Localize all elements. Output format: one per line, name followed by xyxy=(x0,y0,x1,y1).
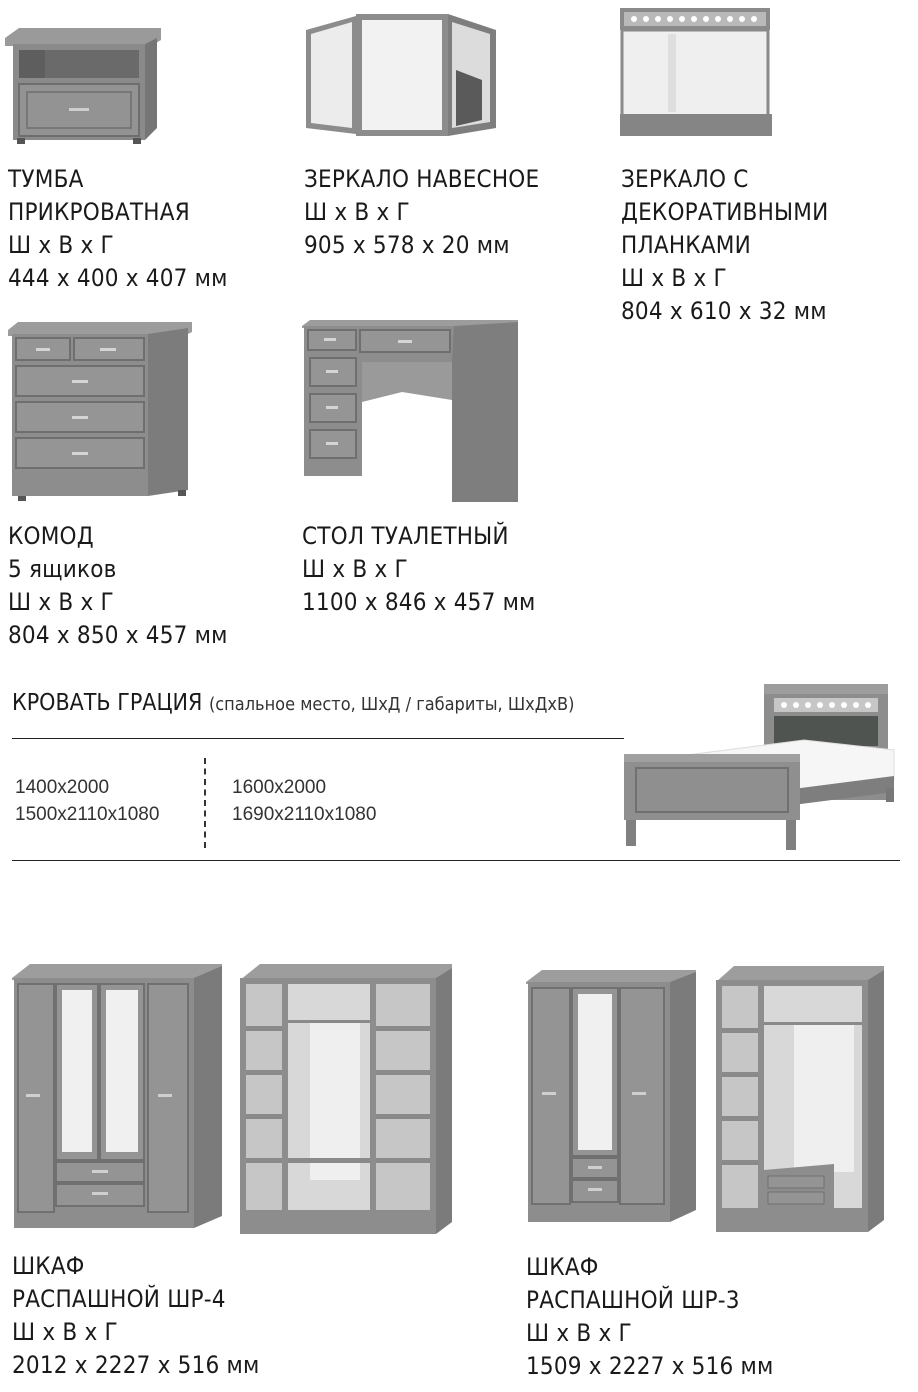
caption-line: ЗЕРКАЛО НАВЕСНОЕ xyxy=(304,165,540,193)
caption-line: ПРИКРОВАТНАЯ xyxy=(8,198,190,226)
caption-line: Ш х В х Г xyxy=(12,1318,118,1346)
wardrobe-4-image xyxy=(12,960,224,1232)
caption-line: 1100 х 846 х 457 мм xyxy=(302,588,536,616)
bed-image xyxy=(624,684,900,852)
caption-line: 444 х 400 х 407 мм xyxy=(8,264,228,292)
caption-line: 5 ящиков xyxy=(8,555,117,583)
nightstand-image xyxy=(5,28,165,146)
wardrobe-4-open-image xyxy=(240,960,454,1236)
caption-line: 2012 х 2227 х 516 мм xyxy=(12,1351,260,1379)
caption-line: Ш х В х Г xyxy=(621,264,727,292)
decor-mirror-image xyxy=(620,8,772,138)
dressing-table-image xyxy=(302,320,522,504)
caption-line: ТУМБА xyxy=(8,165,84,193)
bed-bottom-rule xyxy=(12,860,900,861)
caption-line: СТОЛ ТУАЛЕТНЫЙ xyxy=(302,522,509,550)
wardrobe-3-caption xyxy=(526,1251,773,1383)
wardrobe-3-image xyxy=(526,966,698,1226)
bed-size-1 xyxy=(15,774,159,828)
caption-line: КОМОД xyxy=(8,522,94,550)
bed-sleep-size: 1600x2000 xyxy=(232,777,327,798)
nightstand-caption xyxy=(8,163,228,295)
caption-line: РАСПАШНОЙ ШР-4 xyxy=(12,1285,226,1313)
caption-line: 804 х 610 х 32 мм xyxy=(621,297,827,325)
bed-title: КРОВАТЬ ГРАЦИЯ xyxy=(12,690,203,716)
caption-line: 1509 х 2227 х 516 мм xyxy=(526,1352,774,1380)
caption-line: 804 х 850 х 457 мм xyxy=(8,621,228,649)
caption-line: Ш х В х Г xyxy=(302,555,408,583)
caption-line: ЗЕРКАЛО С xyxy=(621,165,749,193)
caption-line: ПЛАНКАМИ xyxy=(621,231,751,259)
caption-line: РАСПАШНОЙ ШР-3 xyxy=(526,1286,740,1314)
dresser-caption xyxy=(8,520,228,652)
decor-mirror-caption xyxy=(621,163,828,328)
bed-subtitle: (спальное место, ШхД / габариты, ШхДхВ) xyxy=(208,694,575,715)
caption-line: 905 х 578 х 20 мм xyxy=(304,231,510,259)
caption-line: ШКАФ xyxy=(12,1252,85,1280)
caption-line: Ш х В х Г xyxy=(304,198,410,226)
caption-line: Ш х В х Г xyxy=(8,588,114,616)
dresser-image xyxy=(8,320,198,502)
wall-mirror-caption xyxy=(304,163,539,262)
wardrobe-4-caption xyxy=(12,1250,259,1382)
bed-sleep-size: 1400x2000 xyxy=(15,777,110,798)
bed-top-rule xyxy=(12,738,624,739)
caption-line: Ш х В х Г xyxy=(8,231,114,259)
bed-overall-size: 1500x2110x1080 xyxy=(15,804,160,825)
wardrobe-3-open-image xyxy=(716,962,886,1234)
bed-size-2 xyxy=(232,774,376,828)
bed-size-divider xyxy=(204,758,206,848)
caption-line: ШКАФ xyxy=(526,1253,599,1281)
caption-line: ДЕКОРАТИВНЫМИ xyxy=(621,198,829,226)
wall-mirror-image xyxy=(306,10,496,138)
dressing-table-caption xyxy=(302,520,536,619)
bed-overall-size: 1690x2110x1080 xyxy=(232,804,377,825)
bed-title-row xyxy=(12,690,574,716)
caption-line: Ш х В х Г xyxy=(526,1319,632,1347)
